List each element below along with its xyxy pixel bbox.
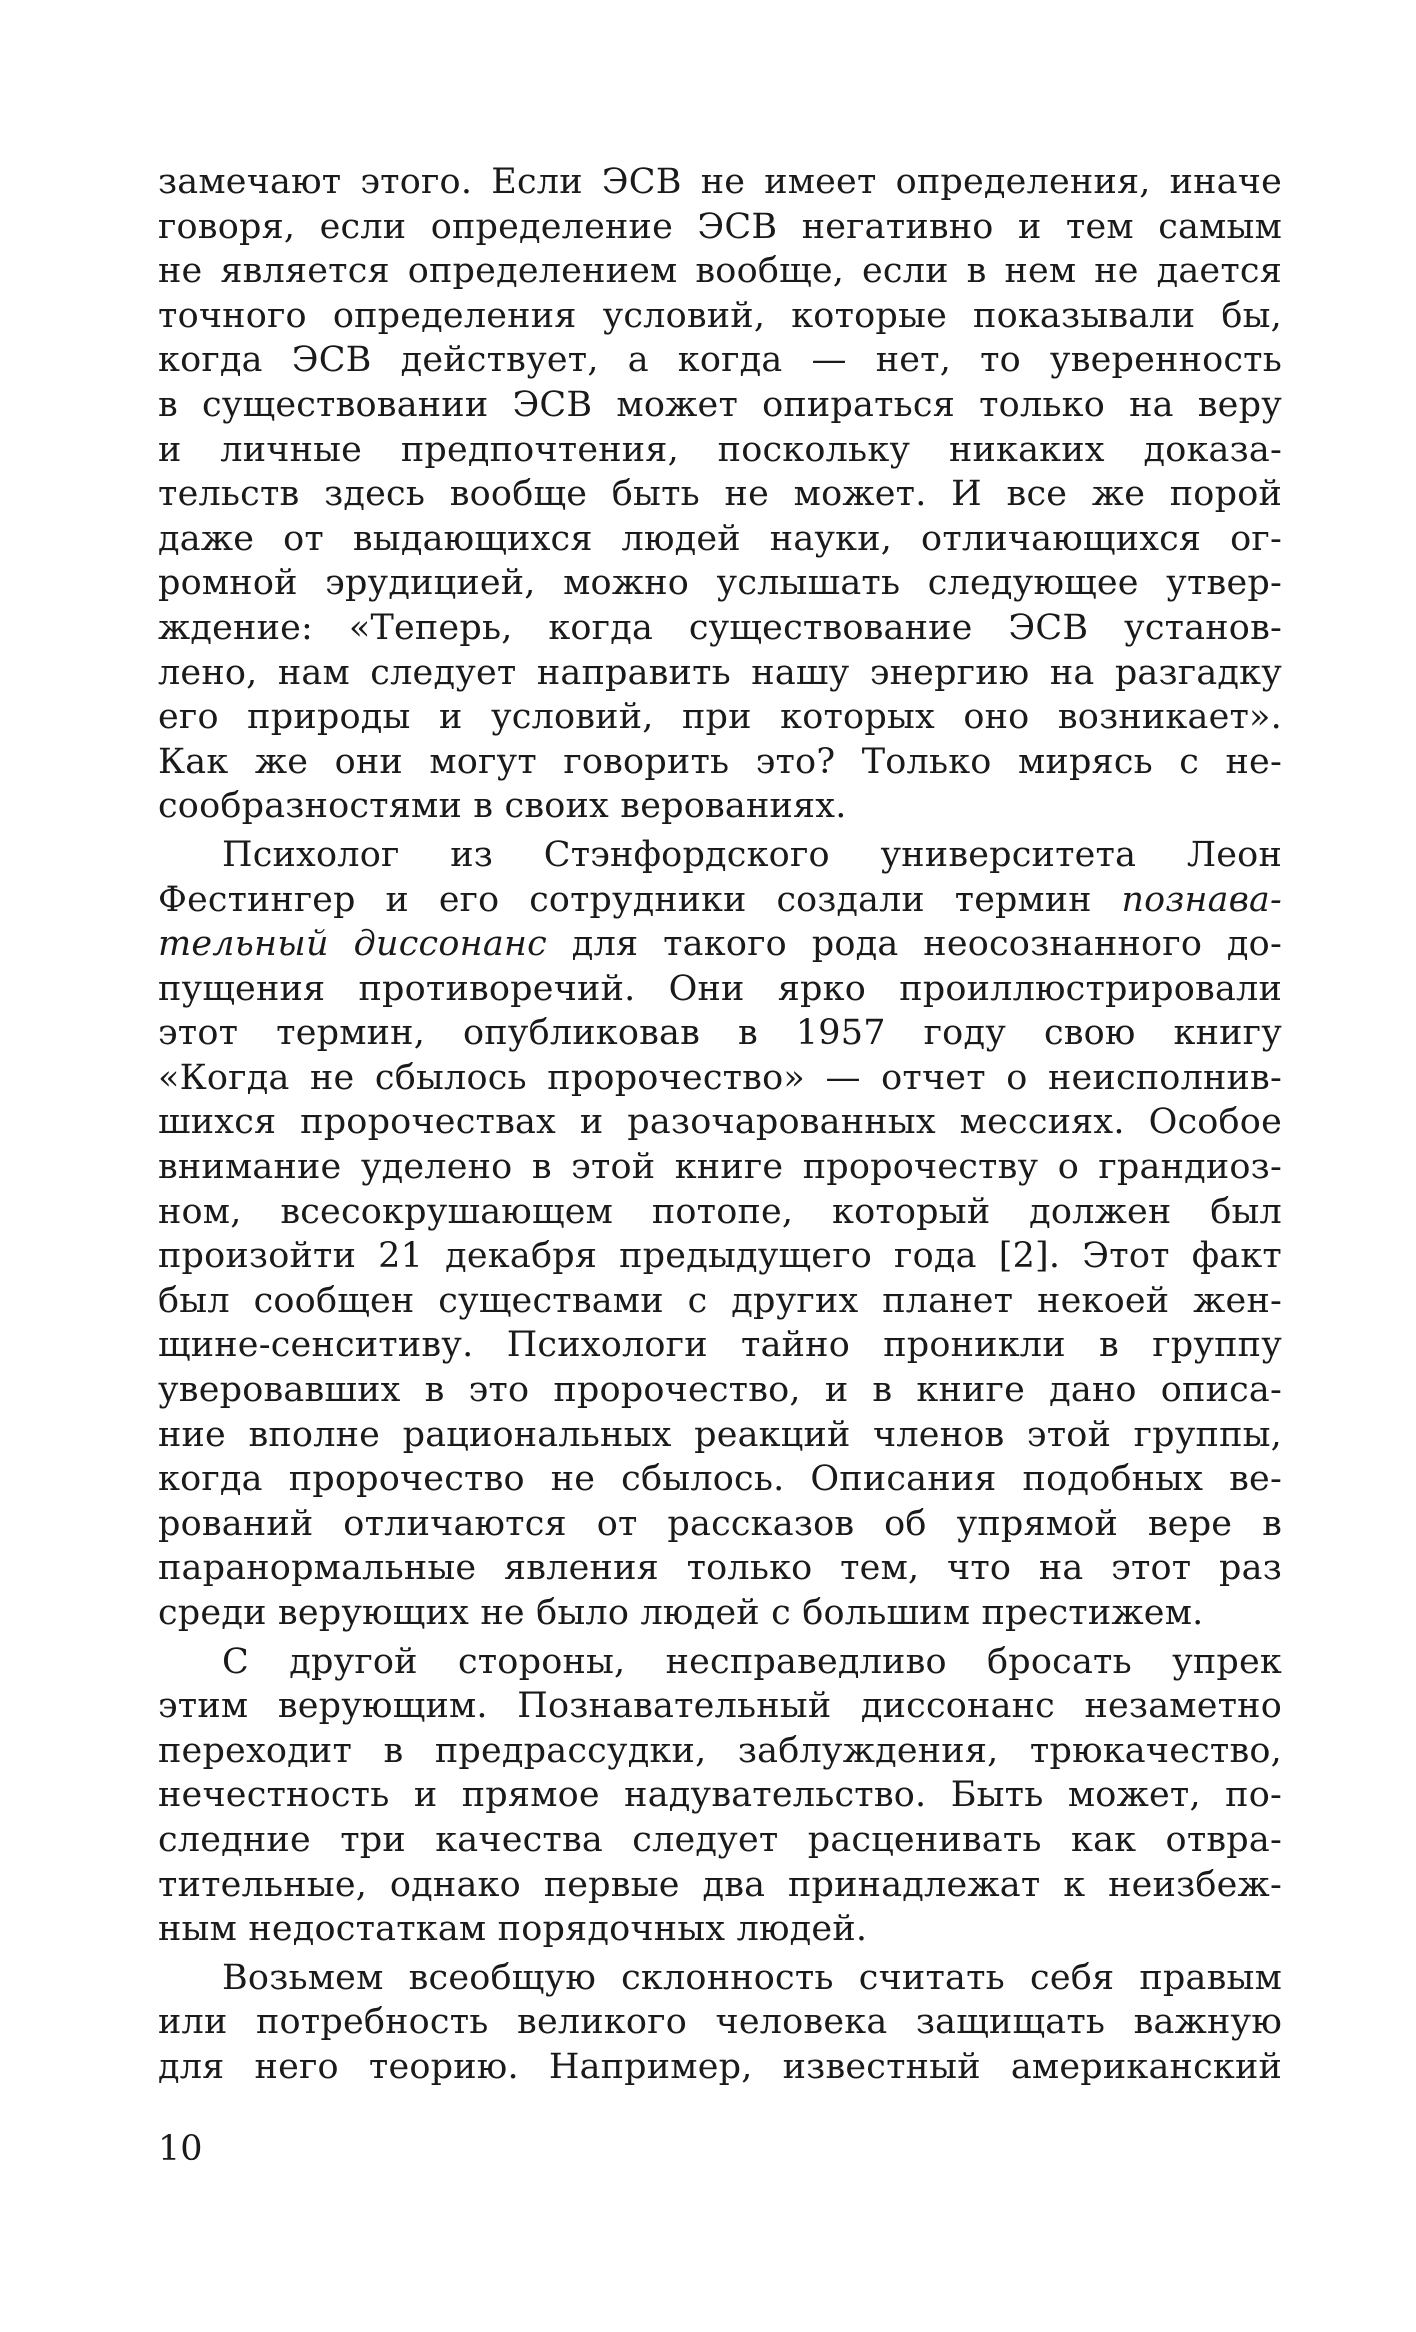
text-line: следние три качества следует расценивать как отвра- [158,1819,1282,1860]
text-line: ромной эрудицией, можно услышать следующее утвер- [158,563,1282,604]
text-line: «Когда не сбылось пророчество» — отчет о неисполнив- [158,1057,1282,1098]
text-line [158,878,1282,923]
text-line: переходит в предрассудки, заблуждения, трюкачество, [158,1730,1282,1771]
text-line: рований отличаются от рассказов об упрямой вере в [158,1503,1282,1544]
italic-term: тельный диссонанс [158,924,547,965]
text-line [158,922,1282,967]
text-line: не является определением вообще, если в нем не дается [158,251,1282,292]
paragraph-1 [158,160,1282,829]
text-line: говоря, если определение ЭСВ негативно и тем самым [158,206,1282,247]
text-segment: для такого рода неосознанного до- [546,924,1282,965]
text-line: замечают этого. Если ЭСВ не имеет определения, иначе [158,162,1282,202]
text-line: был сообщен существами с других планет некоей жен- [158,1280,1282,1321]
text-line: или потребность великого человека защищать важную [158,2002,1282,2043]
text-line: в существовании ЭСВ может опираться только на веру [158,384,1282,425]
paragraph-4 [158,1956,1282,2090]
text-line: сообразностями в своих верованиях. [158,786,847,827]
italic-term: познава- [1121,879,1282,920]
text-line: Как же они могут говорить это? Только мирясь с не- [158,741,1282,782]
page-body [158,160,1282,2090]
text-line: среди верующих не было людей с большим престижем. [158,1593,1204,1633]
text-line: С другой стороны, несправедливо бросать упрек [222,1641,1282,1682]
text-line: когда ЭСВ действует, а когда — нет, то уверенность [158,340,1282,381]
text-line: этот термин, опубликовав в 1957 году свою книгу [158,1013,1282,1054]
text-line: лено, нам следует направить нашу энергию на разгадку [158,652,1282,693]
text-line: паранормальные явления только тем, что на этот раз [158,1548,1282,1589]
text-line: и личные предпочтения, поскольку никаких доказа- [158,429,1282,470]
paragraph-2 [158,833,1282,1636]
text-line: произойти 21 декабря предыдущего года [2]. Этот факт [158,1236,1282,1277]
text-line: щине-сенситиву. Психологи тайно проникли в группу [158,1325,1282,1366]
text-line: тельств здесь вообще быть не может. И все же порой [158,474,1282,515]
text-line: точного определения условий, которые показывали бы, [158,295,1282,336]
text-segment: Фестингер и его сотрудники создали термин [158,879,1092,920]
text-line: ном, всесокрушающем потопе, который должен был [158,1191,1282,1232]
text-line: его природы и условий, при которых оно возникает». [158,697,1282,738]
page-number: 10 [158,2129,203,2169]
paragraph-3 [158,1640,1282,1952]
text-line: этим верующим. Познавательный диссонанс незаметно [158,1686,1282,1727]
text-line: уверовавших в это пророчество, и в книге дано описа- [158,1370,1282,1411]
text-line: ние вполне рациональных реакций членов этой группы, [158,1414,1282,1455]
text-line: ждение: «Теперь, когда существование ЭСВ установ- [158,607,1282,648]
text-line: внимание уделено в этой книге пророчеству о грандиоз- [158,1147,1282,1188]
text-line: Психолог из Стэнфордского университета Леон [222,834,1282,875]
text-line: когда пророчество не сбылось. Описания подобных ве- [158,1459,1282,1500]
text-line: даже от выдающихся людей науки, отличающихся ог- [158,518,1282,559]
text-line: шихся пророчествах и разочарованных мессиях. Особое [158,1102,1282,1143]
text-line: ным недостаткам порядочных людей. [158,1909,868,1950]
text-line: нечестность и прямое надувательство. Быть может, по- [158,1775,1282,1816]
text-line: пущения противоречий. Они ярко проиллюстрировали [158,968,1282,1009]
text-line: для него теорию. Например, известный американский [158,2046,1282,2087]
text-line: тительные, однако первые два принадлежат к неизбеж- [158,1864,1282,1905]
text-line: Возьмем всеобщую склонность считать себя правым [222,1957,1282,1998]
